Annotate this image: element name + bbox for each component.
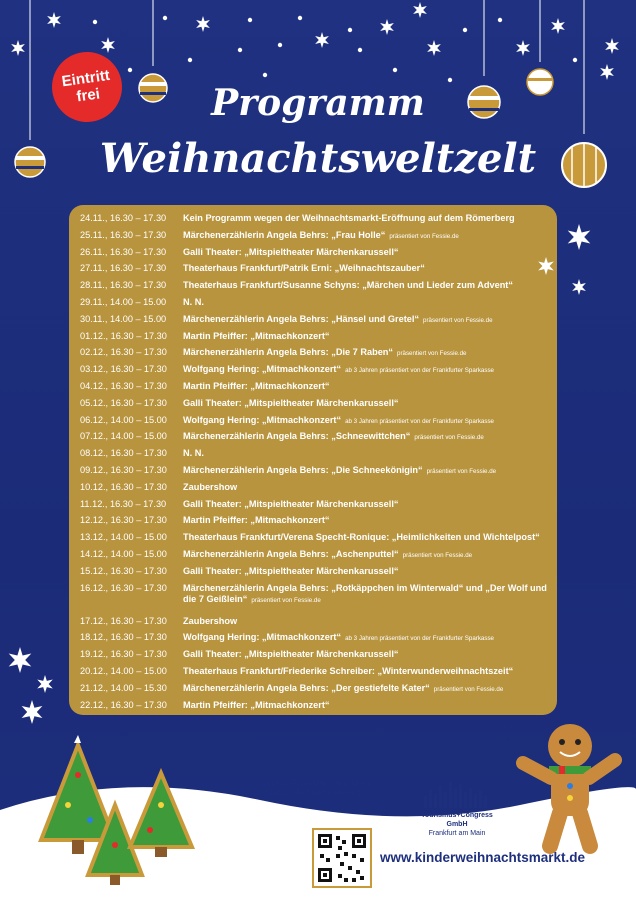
schedule-event-title: Kein Programm wegen der Weihnachtsmarkt-Eröffnung auf dem Römerberg [183, 213, 515, 223]
schedule-event-note: präsentiert von Fessie.de [397, 350, 467, 358]
schedule-event-title: Martin Pfeiffer: „Mitmachkonzert“ [183, 381, 330, 391]
star-icon [37, 675, 53, 693]
schedule-date: 04.12., 16.30 – 17.30 [80, 381, 167, 391]
schedule-event-title: Märchenerzählerin Angela Behrs: „Die Schneekönigin“ [183, 465, 423, 475]
ffm-logo-line1: Stadt Frankfurt am Main [265, 778, 374, 788]
tcf-logo-line1: Tourismus+Congress GmbH [421, 812, 493, 828]
schedule-event [183, 649, 555, 660]
schedule-row [80, 482, 555, 493]
schedule-row [80, 364, 555, 376]
schedule-event-title: Märchenerzählerin Angela Behrs: „Frau Holle“ [183, 229, 386, 240]
star-icon [9, 647, 32, 673]
schedule-date: 24.11., 16.30 – 17.30 [80, 213, 167, 223]
schedule-event [183, 666, 555, 677]
schedule-event [183, 499, 555, 510]
schedule-event-title: Theaterhaus Frankfurt/Susanne Schyns: „Märchen und Lieder zum Advent“ [183, 280, 513, 291]
schedule-date: 10.12., 16.30 – 17.30 [80, 481, 167, 492]
schedule-date: 19.12., 16.30 – 17.30 [80, 649, 167, 660]
schedule-event-title: Martin Pfeiffer: „Mitmachkonzert“ [183, 699, 330, 710]
tourismus-congress-logo [412, 782, 502, 838]
schedule-row [80, 230, 555, 242]
schedule-row [80, 263, 555, 274]
qr-code-icon[interactable] [312, 828, 372, 888]
badge-line1: Eintritt [60, 66, 111, 91]
schedule-event-title: Galli Theater: „Mitspieltheater Märchenkarussell“ [183, 397, 399, 408]
schedule-row [80, 431, 555, 443]
schedule-date: 02.12., 16.30 – 17.30 [80, 347, 167, 358]
schedule-date: 11.12., 16.30 – 17.30 [80, 498, 167, 509]
schedule-date: 08.12., 16.30 – 17.30 [80, 448, 167, 459]
schedule-row [80, 499, 555, 510]
badge-line2: frei [75, 85, 101, 106]
schedule-date: 29.11., 14.00 – 15.00 [80, 297, 167, 307]
schedule-row [80, 448, 555, 459]
skyline-icon [422, 782, 492, 808]
schedule-event-title: Märchenerzählerin Angela Behrs: „Aschenputtel“ [183, 549, 399, 559]
schedule-date: 12.12., 16.30 – 17.30 [80, 515, 167, 526]
schedule-event-title: Märchenerzählerin Angela Behrs: „Schneewittchen“ [183, 431, 411, 442]
schedule-event [183, 566, 555, 577]
schedule-event-title: Märchenerzählerin Angela Behrs: „Die 7 Raben“ [183, 347, 394, 358]
schedule-event [183, 213, 555, 224]
schedule-event [183, 230, 555, 242]
schedule-event [183, 482, 555, 493]
schedule-event-title: Wolfgang Hering: „Mitmachkonzert“ [183, 364, 342, 375]
schedule-event-note: ab 3 Jahren präsentiert von der Frankfurter Sparkasse [345, 367, 494, 375]
frankfurt-logo [265, 778, 373, 798]
schedule-date: 06.12., 14.00 – 15.00 [80, 414, 167, 425]
schedule-date: 26.11., 16.30 – 17.30 [80, 246, 167, 257]
website-link[interactable]: www.kinderweihnachtsmarkt.de [380, 850, 586, 865]
schedule-date: 27.11., 16.30 – 17.30 [80, 263, 167, 274]
schedule-event [183, 632, 555, 644]
schedule-event-note: präsentiert von Fessie.de [433, 685, 504, 693]
schedule-event [183, 364, 555, 376]
schedule-date: 05.12., 16.30 – 17.30 [80, 397, 167, 408]
schedule-date: 01.12., 16.30 – 17.30 [80, 330, 167, 341]
schedule-event [183, 515, 555, 526]
schedule-event-title: Theaterhaus Frankfurt/Friederike Schreiber: „Winterwunderweihnachtszeit“ [183, 666, 514, 676]
schedule-event-title: Martin Pfeiffer: „Mitmachkonzert“ [183, 515, 330, 526]
schedule-event-title: Märchenerzählerin Angela Behrs: „Hänsel und Gretel“ [183, 313, 420, 324]
schedule-row [80, 247, 555, 258]
star-icon [572, 279, 586, 295]
schedule-date: 16.12., 16.30 – 17.30 [80, 582, 167, 593]
page-title-line1: Programm [211, 82, 425, 124]
schedule-event-title: N. N. [183, 297, 204, 307]
schedule-event [183, 431, 555, 443]
schedule-event [183, 583, 555, 606]
schedule-row [80, 415, 555, 427]
schedule-row [80, 583, 555, 606]
schedule-date: 25.11., 16.30 – 17.30 [80, 229, 167, 240]
schedule-event-title: N. N. [183, 448, 204, 459]
schedule-row [80, 632, 555, 644]
schedule-event [183, 381, 555, 392]
schedule-event [183, 280, 555, 291]
schedule-row [80, 465, 555, 477]
tcf-logo-line2: Frankfurt am Main [428, 830, 486, 837]
schedule-event [183, 314, 555, 326]
schedule-date: 30.11., 14.00 – 15.00 [80, 313, 167, 324]
schedule-event-note: präsentiert von Fessie.de [414, 434, 484, 442]
ornament-icon [527, 0, 553, 95]
schedule-event [183, 297, 555, 308]
schedule-event [183, 415, 555, 427]
schedule-date: 14.12., 14.00 – 15.00 [80, 549, 167, 559]
schedule-date: 07.12., 14.00 – 15.00 [80, 431, 167, 442]
schedule-event-title: Galli Theater: „Mitspieltheater Märchenkarussell“ [183, 246, 399, 257]
schedule-event [183, 448, 555, 459]
schedule-event-title: Martin Pfeiffer: „Mitmachkonzert“ [183, 330, 330, 341]
christmas-tree-icon [30, 735, 230, 895]
schedule-event [183, 700, 555, 711]
schedule-event-note: präsentiert von Fessie.de [402, 552, 473, 559]
gingerbread-man-icon [515, 718, 625, 858]
schedule-row [80, 649, 555, 660]
schedule-event [183, 247, 555, 258]
schedule-event-note: präsentiert von Fessie.de [389, 232, 459, 240]
schedule-row [80, 683, 555, 695]
schedule-row [80, 549, 555, 561]
schedule-date: 17.12., 16.30 – 17.30 [80, 615, 167, 626]
schedule-event-title: Zaubershow [183, 615, 238, 626]
schedule-event [183, 532, 555, 543]
schedule-date: 28.11., 16.30 – 17.30 [80, 280, 167, 291]
star-icon [22, 700, 43, 724]
schedule-row [80, 347, 555, 359]
schedule-row [80, 532, 555, 543]
schedule-event-title: Märchenerzählerin Angela Behrs: „Rotkäppchen im Winterwald“ und „Der Wolf und die 7 Geißlein“ [183, 582, 547, 604]
schedule-event-note: präsentiert von Fessie.de [423, 316, 493, 324]
schedule-event [183, 465, 555, 477]
schedule-event-title: Theaterhaus Frankfurt/Verena Specht-Ronique: „Heimlichkeiten und Wichtelpost“ [183, 532, 540, 543]
schedule-event [183, 331, 555, 342]
schedule-event-title: Galli Theater: „Mitspieltheater Märchenkarussell“ [183, 565, 399, 576]
schedule-event-note: präsentiert von Fessie.de [426, 468, 497, 475]
schedule-event-note: ab 3 Jahren präsentiert von der Frankfurter Sparkasse [345, 635, 494, 643]
schedule-event-title: Galli Theater: „Mitspieltheater Märchenkarussell“ [183, 498, 399, 509]
schedule-row [80, 666, 555, 677]
schedule-row [80, 616, 555, 627]
schedule-event [183, 263, 555, 274]
page-title-line2: Weihnachtsweltzelt [99, 135, 537, 182]
schedule-row [80, 700, 555, 711]
schedule-event-title: Theaterhaus Frankfurt/Patrik Erni: „Weihnachtszauber“ [183, 263, 425, 274]
schedule-event-title: Wolfgang Hering: „Mitmachkonzert“ [183, 632, 342, 643]
schedule-row [80, 515, 555, 526]
schedule-event [183, 616, 555, 627]
schedule-event [183, 549, 555, 561]
schedule-date: 15.12., 16.30 – 17.30 [80, 565, 167, 576]
schedule-date: 13.12., 14.00 – 15.00 [80, 532, 167, 543]
schedule-event [183, 398, 555, 409]
schedule-event-title: Zaubershow [183, 481, 238, 492]
schedule-event [183, 347, 555, 359]
schedule-event-note: ab 3 Jahren präsentiert von der Frankfurter Sparkasse [345, 417, 494, 425]
schedule-date: 22.12., 16.30 – 17.30 [80, 699, 167, 710]
schedule-row [80, 280, 555, 291]
schedule-date: 20.12., 14.00 – 15.00 [80, 666, 167, 676]
schedule-row [80, 314, 555, 326]
schedule-event-note: präsentiert von Fessie.de [251, 596, 321, 604]
ffm-logo-line2: Stabsstelle Stadtmarketing [265, 788, 361, 797]
schedule-row [80, 566, 555, 577]
schedule-row [80, 331, 555, 342]
schedule-event-title: Wolfgang Hering: „Mitmachkonzert“ [183, 414, 342, 425]
schedule-event [183, 683, 555, 695]
schedule-date: 03.12., 16.30 – 17.30 [80, 364, 167, 375]
schedule-event-title: Märchenerzählerin Angela Behrs: „Der gestiefelte Kater“ [183, 682, 430, 693]
schedule-row [80, 297, 555, 308]
schedule-row [80, 213, 555, 224]
schedule-date: 09.12., 16.30 – 17.30 [80, 465, 167, 475]
schedule-row [80, 398, 555, 409]
schedule-date: 21.12., 14.00 – 15.30 [80, 682, 167, 693]
schedule-row [80, 381, 555, 392]
schedule-date: 18.12., 16.30 – 17.30 [80, 632, 167, 643]
schedule-event-title: Galli Theater: „Mitspieltheater Märchenkarussell“ [183, 649, 399, 660]
